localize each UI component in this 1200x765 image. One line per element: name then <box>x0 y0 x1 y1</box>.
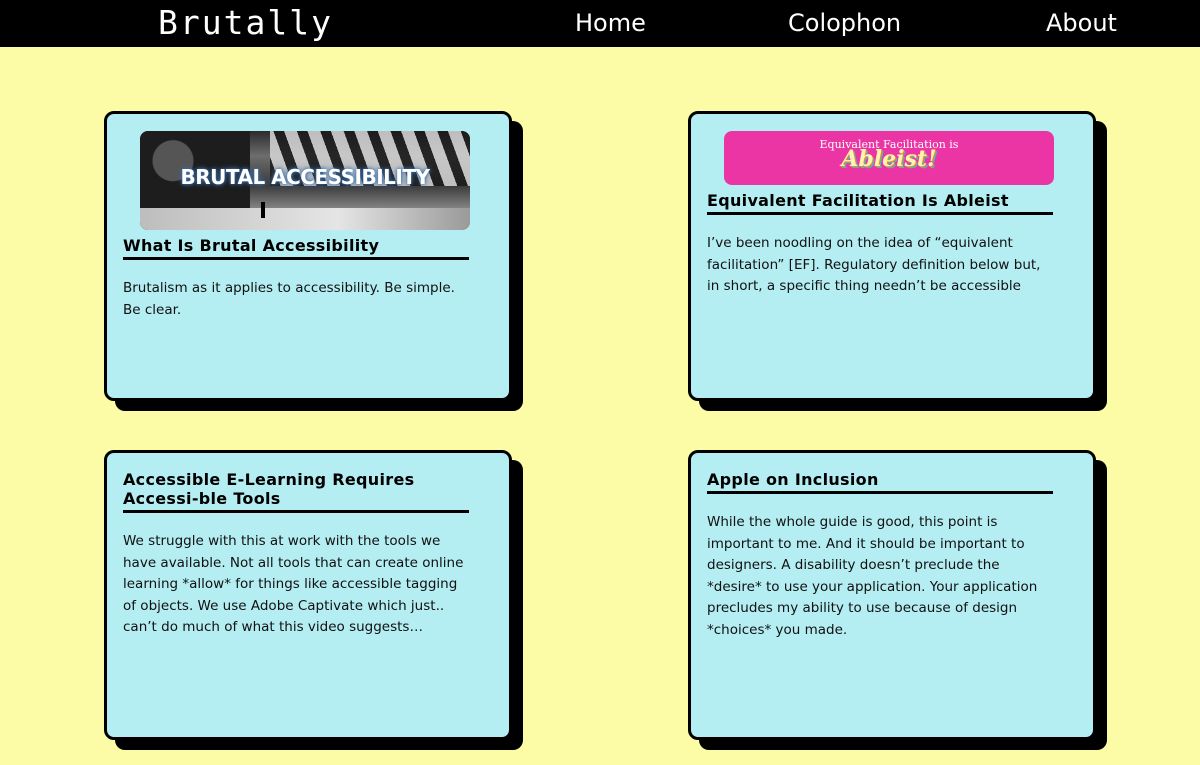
post-title-link[interactable]: What Is Brutal Accessibility <box>123 236 469 260</box>
post-thumbnail-brutal-accessibility[interactable] <box>140 131 470 230</box>
site-header <box>0 0 1200 47</box>
thumbnail-ground <box>140 208 470 230</box>
post-card-brutal-accessibility[interactable] <box>104 111 512 401</box>
site-logo-link[interactable]: Brutally <box>158 3 333 42</box>
post-title-link[interactable]: Apple on Inclusion <box>707 470 1053 494</box>
thumbnail-person <box>261 202 265 218</box>
thumbnail-caption-line1: Equivalent Facilitation is <box>819 138 959 151</box>
post-excerpt: While the whole guide is good, this point is important to me. And it should be important to designers. A disability doesn’t preclude the *desire* to use your application. Your application precludes my ability to use because of design *choices* you made. <box>707 514 1038 638</box>
post-title-link[interactable]: Equivalent Facilitation Is Ableist <box>707 191 1053 215</box>
post-excerpt: I’ve been noodling on the idea of “equivalent facilitation” [EF]. Regulatory definition below but, in short, a specific thing needn’t be accessible <box>707 235 1041 294</box>
thumbnail-caption-line2: Ableist! <box>841 146 937 172</box>
nav-colophon-link[interactable]: Colophon <box>788 9 902 37</box>
post-excerpt: Brutalism as it applies to accessibility. Be simple. Be clear. <box>123 280 455 318</box>
post-card-apple-inclusion[interactable] <box>688 450 1096 740</box>
post-title-link[interactable]: Accessible E-Learning Requires Accessi-ble Tools <box>123 470 469 513</box>
post-card-accessible-elearning[interactable] <box>104 450 512 740</box>
post-thumbnail-equivalent-facilitation[interactable] <box>724 131 1054 185</box>
post-excerpt: We struggle with this at work with the tools we have available. Not all tools that can create online learning *allow* for things like accessible tagging of objects. We use Adobe Captivate which just.. can’t do much of what this video suggests… <box>123 533 464 635</box>
nav-home-link[interactable]: Home <box>575 9 646 37</box>
post-card-equivalent-facilitation[interactable] <box>688 111 1096 401</box>
nav-about-link[interactable]: About <box>1046 9 1117 37</box>
thumbnail-caption: BRUTAL ACCESSIBILITY <box>180 165 430 189</box>
